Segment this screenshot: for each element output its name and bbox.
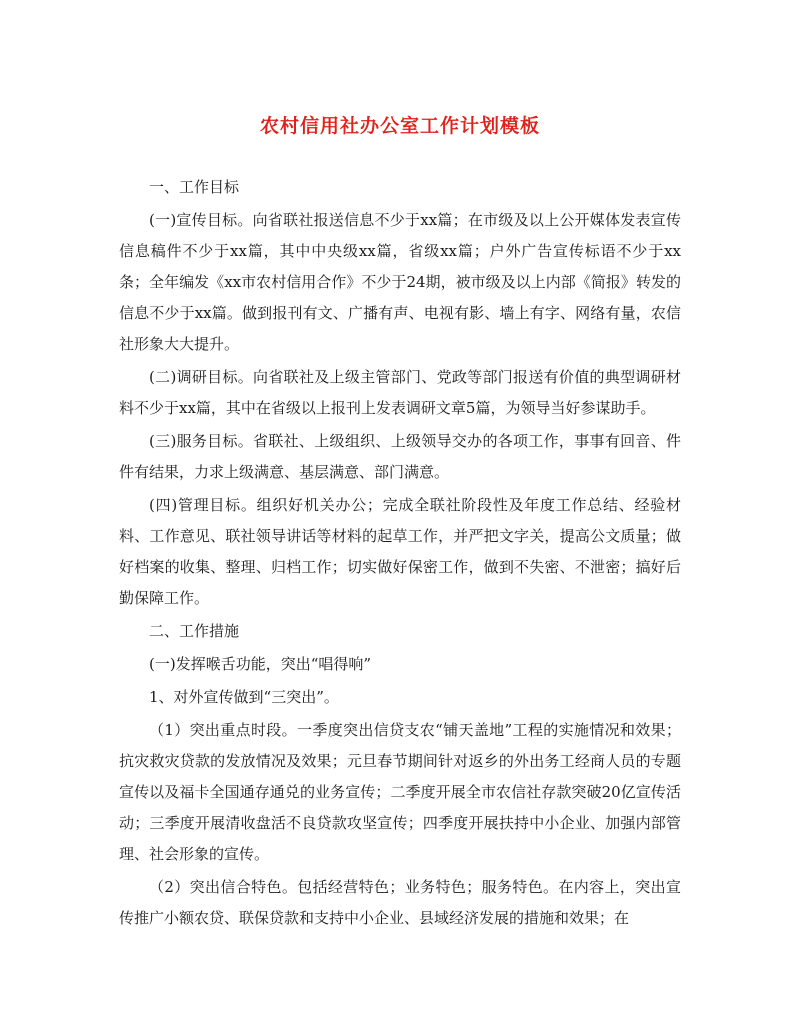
subheading-mouthpiece: (一)发挥喉舌功能，突出“唱得响” <box>149 655 372 673</box>
paragraph-credit-features: （2）突出信合特色。包括经营特色；业务特色；服务特色。在内容上，突出宣传推广小额农贷、联保贷款和支持中小企业、县域经济发展的措施和效果；在 <box>119 878 681 927</box>
section-heading-goals: 一、工作目标 <box>149 178 240 196</box>
subheading-three-highlights: 1、对外宣传做到“三突出”。 <box>149 688 339 706</box>
paragraph-management-goal: (四)管理目标。组织好机关办公；完成全联社阶段性及年度工作总结、经验材料、工作意见、联社领导讲话等材料的起草工作，并严把文字关，提高公文质量；做好档案的收集、整理、归档工作；切实做好保密工作，做到不失密、不泄密；搞好后勤保障工作。 <box>119 496 681 607</box>
section-heading-measures: 二、工作措施 <box>149 622 240 640</box>
paragraph-publicity-goal: (一)宣传目标。向省联社报送信息不少于xx篇；在市级及以上公开媒体发表宣传信息稿件不少于xx篇，其中中央级xx篇，省级xx篇；户外广告宣传标语不少于xx条；全年编发《xx市农村信用合作》不少于24期，被市级及以上内部《简报》转发的信息不少于xx篇。做到报刊有文、广播有声、电视有影、墙上有字、网络有量，农信社形象大大提升。 <box>119 211 681 353</box>
paragraph-key-periods: （1）突出重点时段。一季度突出信贷支农“铺天盖地”工程的实施情况和效果；抗灾救灾贷款的发放情况及效果；元旦春节期间针对返乡的外出务工经商人员的专题宣传以及福卡全国通存通兑的业务宣传；二季度开展全市农信社存款突破20亿宣传活动；三季度开展清收盘活不良贷款攻坚宣传；四季度开展扶持中小企业、加强内部管理、社会形象的宣传。 <box>119 721 681 863</box>
document-body <box>119 172 681 936</box>
paragraph-research-goal: (二)调研目标。向省联社及上级主管部门、党政等部门报送有价值的典型调研材料不少于xx篇，其中在省级以上报刊上发表调研文章5篇，为领导当好参谋助手。 <box>119 368 681 417</box>
paragraph-service-goal: (三)服务目标。省联社、上级组织、上级领导交办的各项工作，事事有回音、件件有结果，力求上级满意、基层满意、部门满意。 <box>119 432 681 481</box>
document-title: 农村信用社办公室工作计划模板 <box>259 115 540 137</box>
